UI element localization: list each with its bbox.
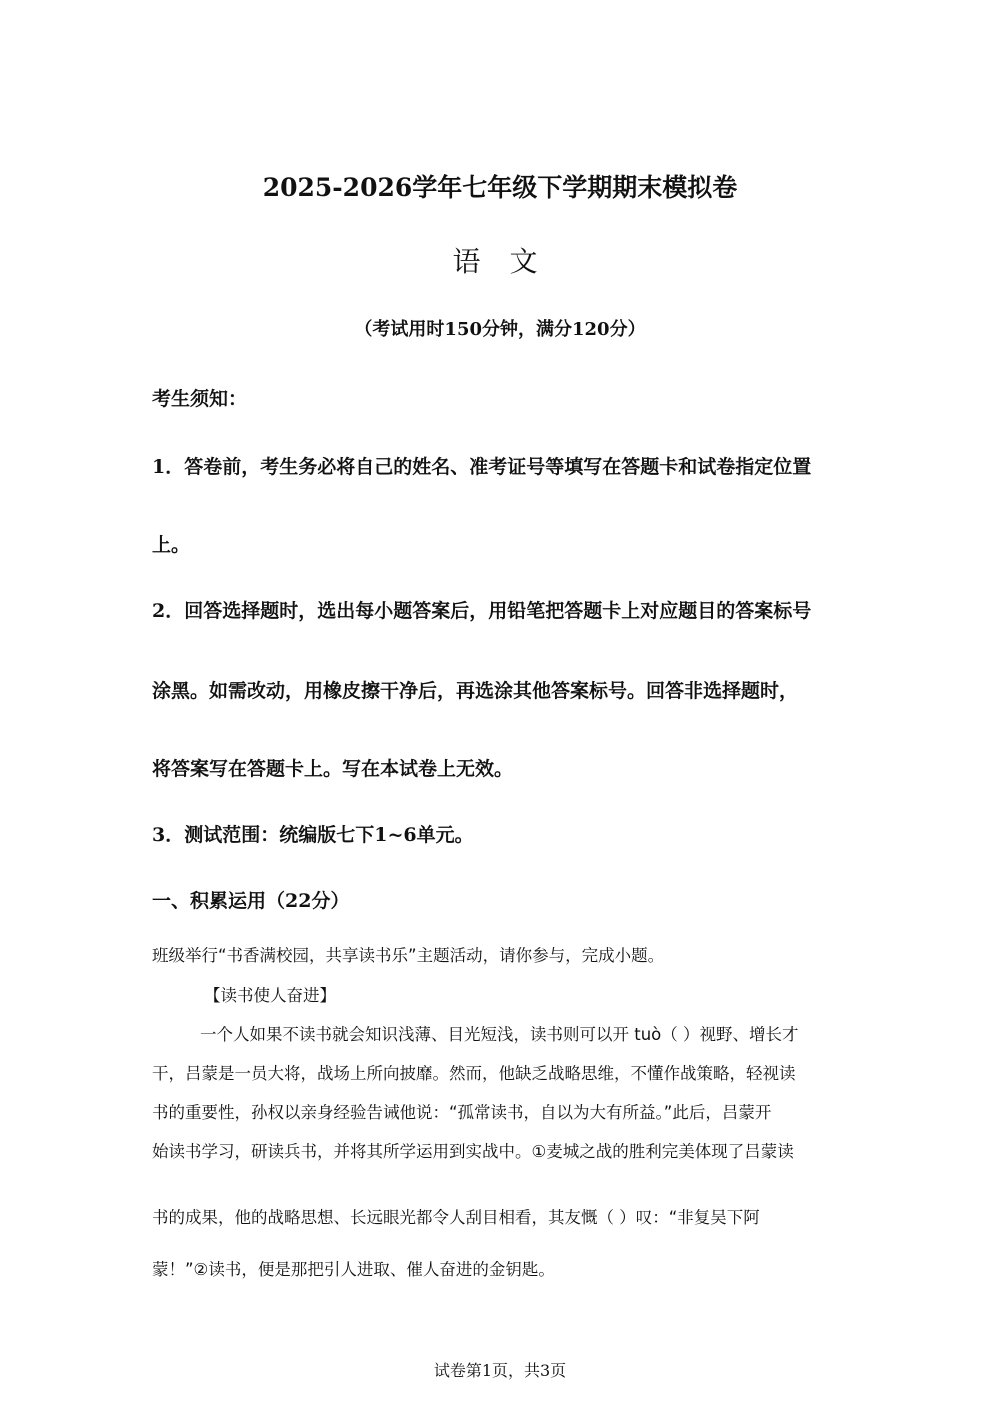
page-footer: 试卷第1页，共3页: [433, 1361, 567, 1380]
passage-subheading: 【读书使人奋进】: [204, 986, 336, 1005]
passage-line: 书的成果，他的战略思想、长远眼光都令人刮目相看，其友慨（ ）叹：“非复吴下阿: [152, 1208, 760, 1227]
subject-title: 语 文: [452, 245, 548, 278]
notice-item-2-continued: 涂黑。如需改动，用橡皮擦干净后，再选涂其他答案标号。回答非选择题时，: [152, 680, 799, 702]
notice-item-2-continued-2: 将答案写在答题卡上。写在本试卷上无效。: [152, 758, 514, 780]
passage-line: 一个人如果不读书就会知识浅薄、目光短浅，读书则可以开 tuò（ ）视野、增长才: [200, 1025, 799, 1044]
passage-line: 干，吕蒙是一员大将，战场上所向披靡。然而，他缺乏战略思维，不懂作战策略，轻视读: [152, 1064, 796, 1083]
notice-item-3: 3．测试范围：统编版七下1~6单元。: [152, 824, 474, 846]
exam-info: （考试用时150分钟，满分120分）: [354, 319, 646, 340]
activity-intro: 班级举行“书香满校园，共享读书乐”主题活动，请你参与，完成小题。: [152, 946, 665, 965]
exam-title: 2025-2026学年七年级下学期期末模拟卷: [262, 173, 738, 202]
notice-item-1: 1．答卷前，考生务必将自己的姓名、准考证号等填写在答题卡和试卷指定位置: [152, 456, 812, 478]
notice-heading: 考生须知：: [152, 388, 248, 410]
passage-line: 书的重要性，孙权以亲身经验告诫他说：“孤常读书，自以为大有所益。”此后，吕蒙开: [152, 1103, 772, 1122]
passage-line: 始读书学习，研读兵书，并将其所学运用到实战中。①麦城之战的胜利完美体现了吕蒙读: [152, 1142, 794, 1161]
notice-item-1-continued: 上。: [152, 534, 191, 556]
notice-item-2: 2．回答选择题时，选出每小题答案后，用铅笔把答题卡上对应题目的答案标号: [152, 600, 812, 622]
section-heading: 一、积累运用（22分）: [152, 890, 350, 912]
passage-line: 蒙！”②读书，便是那把引人进取、催人奋进的金钥匙。: [152, 1260, 555, 1279]
